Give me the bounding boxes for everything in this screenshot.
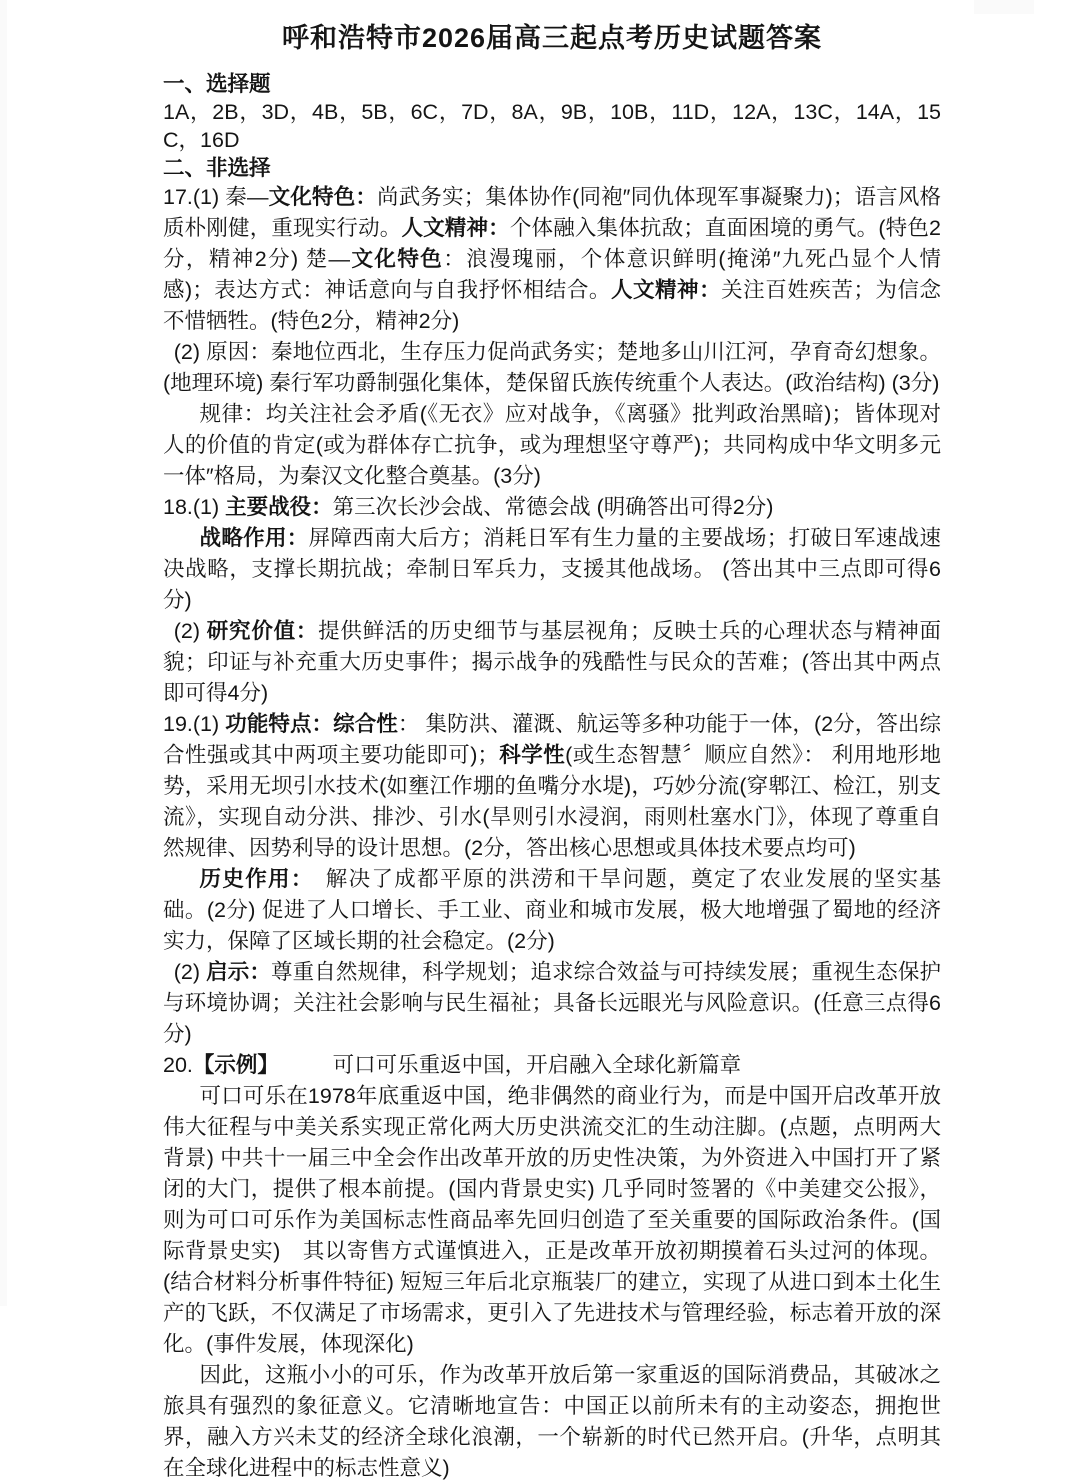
text-run: 1A，2B，3D，4B，5B，6C，7D，8A，9B，10B，11D，12A，13C，14A，15C，16D [163, 100, 941, 152]
answer-18-2 [163, 616, 941, 709]
choice-answers [163, 98, 941, 154]
answer-19-1 [163, 709, 941, 864]
answer-19-1-history [163, 864, 941, 957]
answer-17-2-reason [163, 337, 941, 399]
bold-text-run: 研究价值： [206, 619, 319, 643]
answer-20-title [163, 1050, 941, 1081]
answer-18-1-strategy [163, 523, 941, 616]
bold-text-run: 二、非选择 [163, 156, 271, 180]
text-run: 解决了成都平原的洪涝和干旱问题，奠定了农业发展的坚实基础。(2分) 促进了人口增长、手工业、商业和城市发展，极大地增强了蜀地的经济实力，保障了区域长期的社会稳定。(2分) [163, 867, 941, 953]
bold-text-run: 人文精神： [401, 216, 510, 240]
answer-20-conclusion [163, 1360, 941, 1484]
text-run: 可口可乐重返中国，开启融入全球化新篇章 [268, 1053, 742, 1077]
text-run: 因此，这瓶小小的可乐，作为改革开放后第一家重返的国际消费品，其破冰之旅具有强烈的象征意义。它清晰地宣告：中国正以前所未有的主动姿态，拥抱世界，融入方兴未艾的经济全球化浪潮，一个崭新的时代已然开启。(升华，点明其在全球化进程中的标志性意义) [163, 1363, 941, 1480]
text-run: ：浪漫瑰丽，个体意识鲜明(掩涕″九死凸显个人情感)；表达方式：神话意向与自我抒怀相结合。 [163, 247, 941, 302]
document-content [163, 10, 941, 1484]
answer-20-body [163, 1081, 941, 1360]
bold-text-run: 主要战役： [225, 495, 333, 519]
text-run: 规律：均关注社会矛盾(《无衣》应对战争，《离骚》批判政治黑暗)；皆体现对人的价值的肯定(或为群体存亡抗争，或为理想坚守尊严)；共同构成中华文明多元一体″格局，为秦汉文化整合奠基。(3分) [163, 402, 941, 488]
text-run: 关注百姓疾苦；为信念不惜牺牲。(特色2分，精神2分) [163, 278, 941, 333]
bold-text-run: 文化特色 [350, 247, 444, 271]
answer-19-2 [163, 957, 941, 1050]
text-run: (2) [173, 960, 207, 984]
text-run: ： 集防洪、灌溉、航运等多种功能于一体，(2分，答出综合性强或其中两项主要功能即可)； [163, 712, 942, 767]
text-run: 20. [163, 1053, 193, 1077]
bold-text-run: 人文精神： [610, 278, 722, 302]
bold-text-run: 文化特色： [268, 185, 378, 209]
text-run: (2) 原因：秦地位西北，生存压力促尚武务实；楚地多山川江河，孕育奇幻想象。(地理环境) 秦行军功爵制强化集体，楚保留氏族传统重个人表达。(政治结构) (3分) [163, 340, 941, 395]
text-run: (2) [173, 619, 207, 643]
text-run: 尚武务实；集体协作(同袍″同仇体现军事凝聚力)；语言风格质朴刚健，重现实行动。 [163, 185, 941, 240]
answer-17-1 [163, 182, 941, 337]
document-body [163, 70, 941, 1484]
bold-text-run: 启示： [206, 960, 271, 984]
answer-18-1 [163, 492, 941, 523]
section-heading-non-choice [163, 154, 941, 182]
text-run: 屏障西南大后方；消耗日军有生力量的主要战场；打破日军速战速决战略，支撑长期抗战；牵制日军兵力，支援其他战场。 (答出其中三点即可得6分) [163, 526, 941, 612]
text-run: 提供鲜活的历史细节与基层视角；反映士兵的心理状态与精神面貌；印证与补充重大历史事件；揭示战争的残酷性与民众的苦难；(答出其中两点即可得4分) [163, 619, 941, 705]
scan-edge-artifact [0, 0, 7, 1306]
bold-text-run: 【示例】 [192, 1053, 269, 1077]
text-run: 17.(1) 秦— [163, 185, 269, 209]
bold-text-run: 一、选择题 [163, 72, 271, 96]
text-run: 尊重自然规律，科学规划；追求综合效益与可持续发展；重视生态保护与环境协调；关注社会影响与民生福祉；具备长远眼光与风险意识。(任意三点得6分) [163, 960, 941, 1046]
text-run: 18.(1) [163, 495, 226, 519]
bold-text-run: 历史作用： [199, 867, 303, 891]
text-run: 可口可乐在1978年底重返中国，绝非偶然的商业行为，而是中国开启改革开放伟大征程与中美关系实现正常化两大历史洪流交汇的生动注脚。(点题，点明两大背景) 中共十一届三中全会作出改革开放的历史性决策，为外资进入中国打开了紧闭的大门，提供了根本前提。(国内背景史实) 几乎同时签署的《中美建交公报》，则为可口可乐作为美国标志性商品率先回归创造了至关重要的国际政治条件。(国际背景史实) 其以寄售方式谨慎进入，正是改革开放初期摸着石头过河的体现。(结合材料分析事件特征) 短短三年后北京瓶装厂的建立，实现了从进口到本土化生产的飞跃，不仅满足了市场需求，更引入了先进技术与管理经验，标志着开放的深化。(事件发展，体现深化) [163, 1084, 941, 1356]
text-run: (或生态智慧〞顺应自然》： 利用地形地势，采用无坝引水技术(如壅江作堋的鱼嘴分水堤)，巧妙分流(穿郫江、检江，别支流》，实现自动分洪、排沙、引水(旱则引水浸润，雨则杜塞水门》，体现了尊重自然规律、因势利导的设计思想。(2分，答出核心思想或具体技术要点均可) [163, 743, 941, 860]
text-run: 19.(1) [163, 712, 226, 736]
section-heading-choice [163, 70, 941, 98]
answer-17-2-rule [163, 399, 941, 492]
scan-edge-artifact [974, 0, 1034, 14]
bold-text-run: 科学性 [498, 743, 566, 767]
text-run: 第三次长沙会战、常德会战 (明确答出可得2分) [332, 495, 774, 519]
bold-text-run: 功能特点：综合性 [225, 712, 398, 736]
page-title: 呼和浩特市2026届高三起点考历史试题答案 [281, 23, 823, 53]
bold-text-run: 战略作用： [199, 526, 309, 550]
text-run: 个体融入集体抗敌；直面困境的勇气。(特色2分，精神2分) 楚— [163, 216, 941, 271]
